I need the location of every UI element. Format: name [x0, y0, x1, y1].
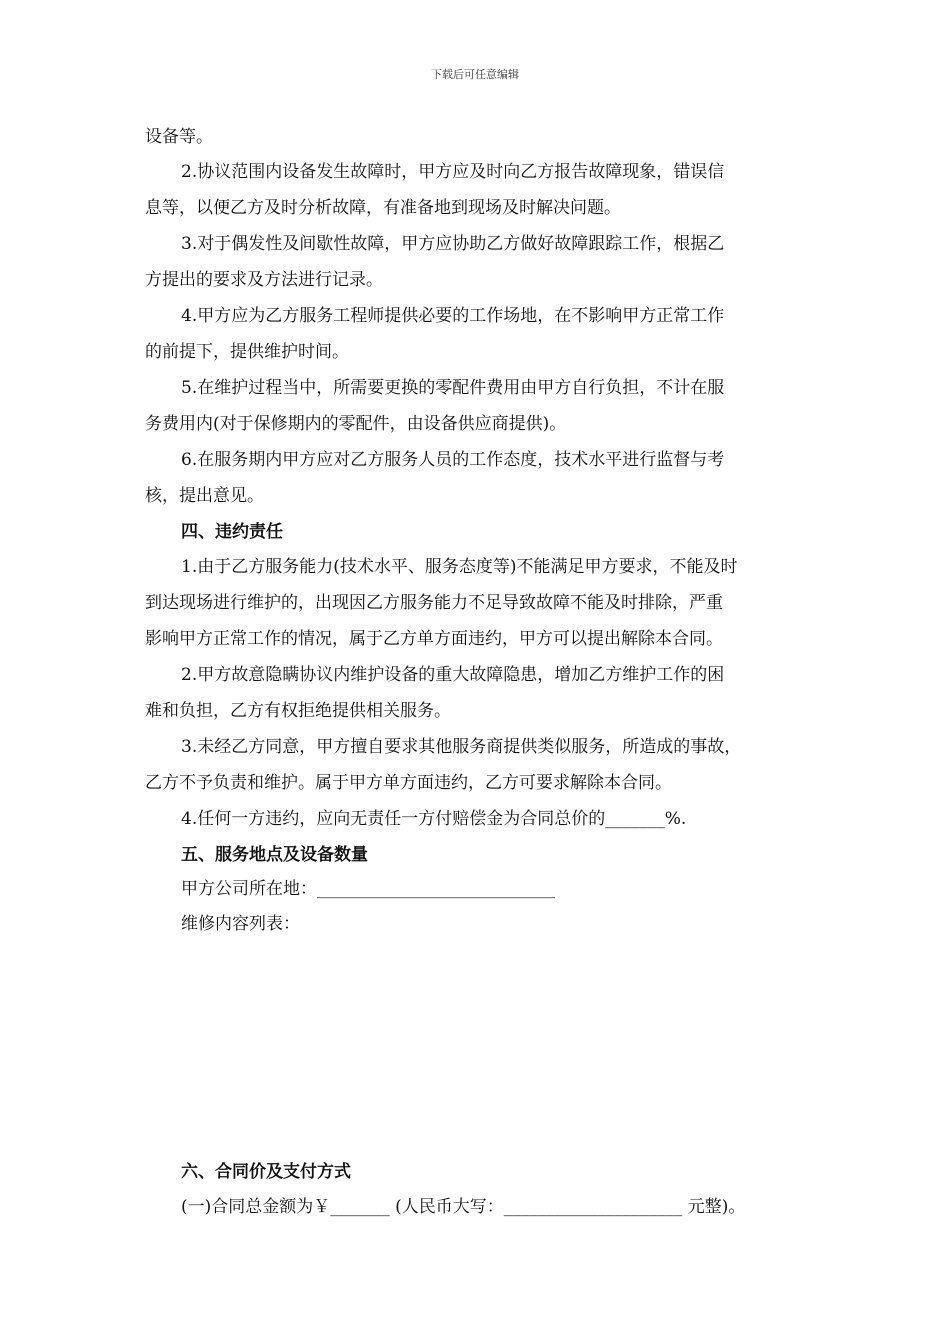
body-line: 4.任何一方违约，应向无责任一方付赔偿金为合同总价的_______%. [181, 809, 687, 829]
body-line: 息等，以便乙方及时分析故障，有准备地到现场及时解决问题。 [145, 198, 621, 218]
body-line: 维修内容列表： [181, 914, 300, 934]
body-line: 到达现场进行维护的，出现因乙方服务能力不足导致故障不能及时排除，严重 [145, 593, 723, 613]
body-line: 5.在维护过程当中，所需要更换的零配件费用由甲方自行负担，不计在服 [181, 378, 725, 398]
body-line: 方提出的要求及方法进行记录。 [145, 270, 383, 290]
body-line: 6.在服务期内甲方应对乙方服务人员的工作态度，技术水平进行监督与考 [181, 450, 725, 470]
page-header: 下载后可任意编辑 [431, 68, 519, 81]
body-line: 影响甲方正常工作的情况，属于乙方单方面违约，甲方可以提出解除本合同。 [145, 629, 723, 649]
form-line: 甲方公司所在地：____________________________ [181, 879, 555, 899]
body-line: 3.未经乙方同意，甲方擅自要求其他服务商提供类似服务，所造成的事故， [181, 737, 742, 757]
section-heading: 六、合同价及支付方式 [181, 1162, 351, 1182]
body-line: 设备等。 [145, 127, 213, 147]
body-line: 4.甲方应为乙方服务工程师提供必要的工作场地，在不影响甲方正常工作 [181, 306, 725, 326]
body-line: 的前提下，提供维护时间。 [145, 342, 349, 362]
body-line: 2.甲方故意隐瞒协议内维护设备的重大故障隐患，增加乙方维护工作的困 [181, 665, 725, 685]
body-line: 1.由于乙方服务能力(技术水平、服务态度等)不能满足甲方要求，不能及时 [181, 557, 738, 577]
form-line: (一)合同总金额为￥_______ (人民币大写：_____________________ 元整)。 [181, 1197, 746, 1217]
body-line: 3.对于偶发性及间歇性故障，甲方应协助乙方做好故障跟踪工作，根据乙 [181, 234, 725, 254]
body-line: 2.协议范围内设备发生故障时，甲方应及时向乙方报告故障现象，错误信 [181, 162, 725, 182]
body-line: 乙方不予负责和维护。属于甲方单方面违约，乙方可要求解除本合同。 [145, 773, 672, 793]
section-heading: 五、服务地点及设备数量 [181, 845, 368, 865]
section-heading: 四、违约责任 [181, 522, 283, 542]
body-line: 核，提出意见。 [145, 486, 264, 506]
body-line: 务费用内(对于保修期内的零配件，由设备供应商提供)。 [145, 414, 567, 434]
body-line: 难和负担，乙方有权拒绝提供相关服务。 [145, 701, 451, 721]
